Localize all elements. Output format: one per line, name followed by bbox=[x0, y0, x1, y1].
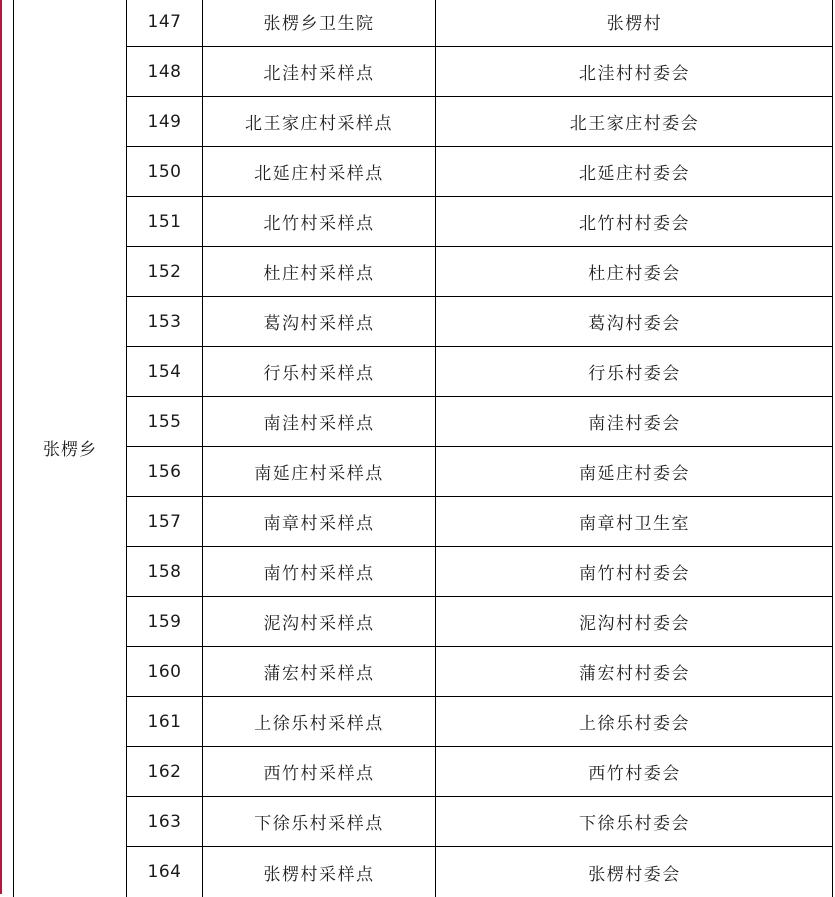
site-address: 北洼村村委会 bbox=[579, 64, 690, 84]
site-address: 北竹村村委会 bbox=[579, 214, 690, 234]
table-row bbox=[127, 0, 833, 47]
sampling-site-name: 葛沟村采样点 bbox=[203, 297, 436, 346]
row-number: 162 bbox=[127, 747, 203, 796]
sampling-site-name: 南章村采样点 bbox=[203, 497, 436, 546]
table-row bbox=[127, 697, 833, 747]
row-number: 148 bbox=[127, 47, 203, 96]
table-row bbox=[127, 147, 833, 197]
table-row bbox=[127, 847, 833, 897]
sampling-site-name: 南竹村采样点 bbox=[203, 547, 436, 596]
table-row bbox=[127, 197, 833, 247]
town-cell bbox=[14, 0, 126, 897]
site-address: 西竹村委会 bbox=[588, 764, 681, 784]
site-address: 上徐乐村委会 bbox=[579, 714, 690, 734]
site-address: 南章村卫生室 bbox=[579, 514, 690, 534]
sampling-site-name: 下徐乐村采样点 bbox=[203, 797, 436, 846]
sampling-site-name: 张楞乡卫生院 bbox=[203, 0, 436, 46]
table-body bbox=[126, 0, 833, 897]
site-address: 南延庄村委会 bbox=[579, 464, 690, 484]
row-number: 156 bbox=[127, 447, 203, 496]
table-row bbox=[127, 597, 833, 647]
sampling-site-name: 泥沟村采样点 bbox=[203, 597, 436, 646]
row-number: 161 bbox=[127, 697, 203, 746]
sampling-site-name: 北延庄村采样点 bbox=[203, 147, 436, 196]
table-row bbox=[127, 647, 833, 697]
site-address: 泥沟村村委会 bbox=[579, 614, 690, 634]
row-number: 154 bbox=[127, 347, 203, 396]
sampling-site-name: 西竹村采样点 bbox=[203, 747, 436, 796]
table-row bbox=[127, 347, 833, 397]
sampling-site-name: 上徐乐村采样点 bbox=[203, 697, 436, 746]
sampling-site-name: 南洼村采样点 bbox=[203, 397, 436, 446]
site-address: 下徐乐村委会 bbox=[579, 814, 690, 834]
row-number: 155 bbox=[127, 397, 203, 446]
site-address: 南竹村村委会 bbox=[579, 564, 690, 584]
row-number: 150 bbox=[127, 147, 203, 196]
site-address: 张楞村 bbox=[606, 14, 663, 34]
sampling-site-name: 北竹村采样点 bbox=[203, 197, 436, 246]
row-number: 160 bbox=[127, 647, 203, 696]
site-address: 杜庄村委会 bbox=[588, 264, 681, 284]
site-address: 北延庄村委会 bbox=[579, 164, 690, 184]
row-number: 157 bbox=[127, 497, 203, 546]
sampling-site-name: 杜庄村采样点 bbox=[203, 247, 436, 296]
sampling-site-table bbox=[13, 0, 833, 897]
row-number: 152 bbox=[127, 247, 203, 296]
site-address: 南洼村委会 bbox=[588, 414, 681, 434]
sampling-site-name: 蒲宏村采样点 bbox=[203, 647, 436, 696]
table-row bbox=[127, 297, 833, 347]
table-row bbox=[127, 47, 833, 97]
site-address: 葛沟村委会 bbox=[588, 314, 681, 334]
row-number: 147 bbox=[127, 0, 203, 46]
sampling-site-name: 北洼村采样点 bbox=[203, 47, 436, 96]
table-row bbox=[127, 97, 833, 147]
row-number: 163 bbox=[127, 797, 203, 846]
row-number: 164 bbox=[127, 847, 203, 897]
sampling-site-name: 张楞村采样点 bbox=[203, 847, 436, 897]
page-edge-accent bbox=[0, 0, 2, 894]
table-row bbox=[127, 747, 833, 797]
table-row bbox=[127, 797, 833, 847]
site-address: 蒲宏村村委会 bbox=[579, 664, 690, 684]
sampling-site-name: 南延庄村采样点 bbox=[203, 447, 436, 496]
site-address: 行乐村委会 bbox=[588, 364, 681, 384]
row-number: 153 bbox=[127, 297, 203, 346]
town-name: 张楞乡 bbox=[43, 439, 97, 460]
table-row bbox=[127, 447, 833, 497]
row-number: 151 bbox=[127, 197, 203, 246]
table-row bbox=[127, 247, 833, 297]
site-address: 张楞村委会 bbox=[588, 864, 681, 885]
table-row bbox=[127, 547, 833, 597]
table-row bbox=[127, 397, 833, 447]
sampling-site-name: 行乐村采样点 bbox=[203, 347, 436, 396]
row-number: 158 bbox=[127, 547, 203, 596]
sampling-site-name: 北王家庄村采样点 bbox=[203, 97, 436, 146]
row-number: 149 bbox=[127, 97, 203, 146]
row-number: 159 bbox=[127, 597, 203, 646]
table-row bbox=[127, 497, 833, 547]
site-address: 北王家庄村委会 bbox=[569, 114, 700, 134]
